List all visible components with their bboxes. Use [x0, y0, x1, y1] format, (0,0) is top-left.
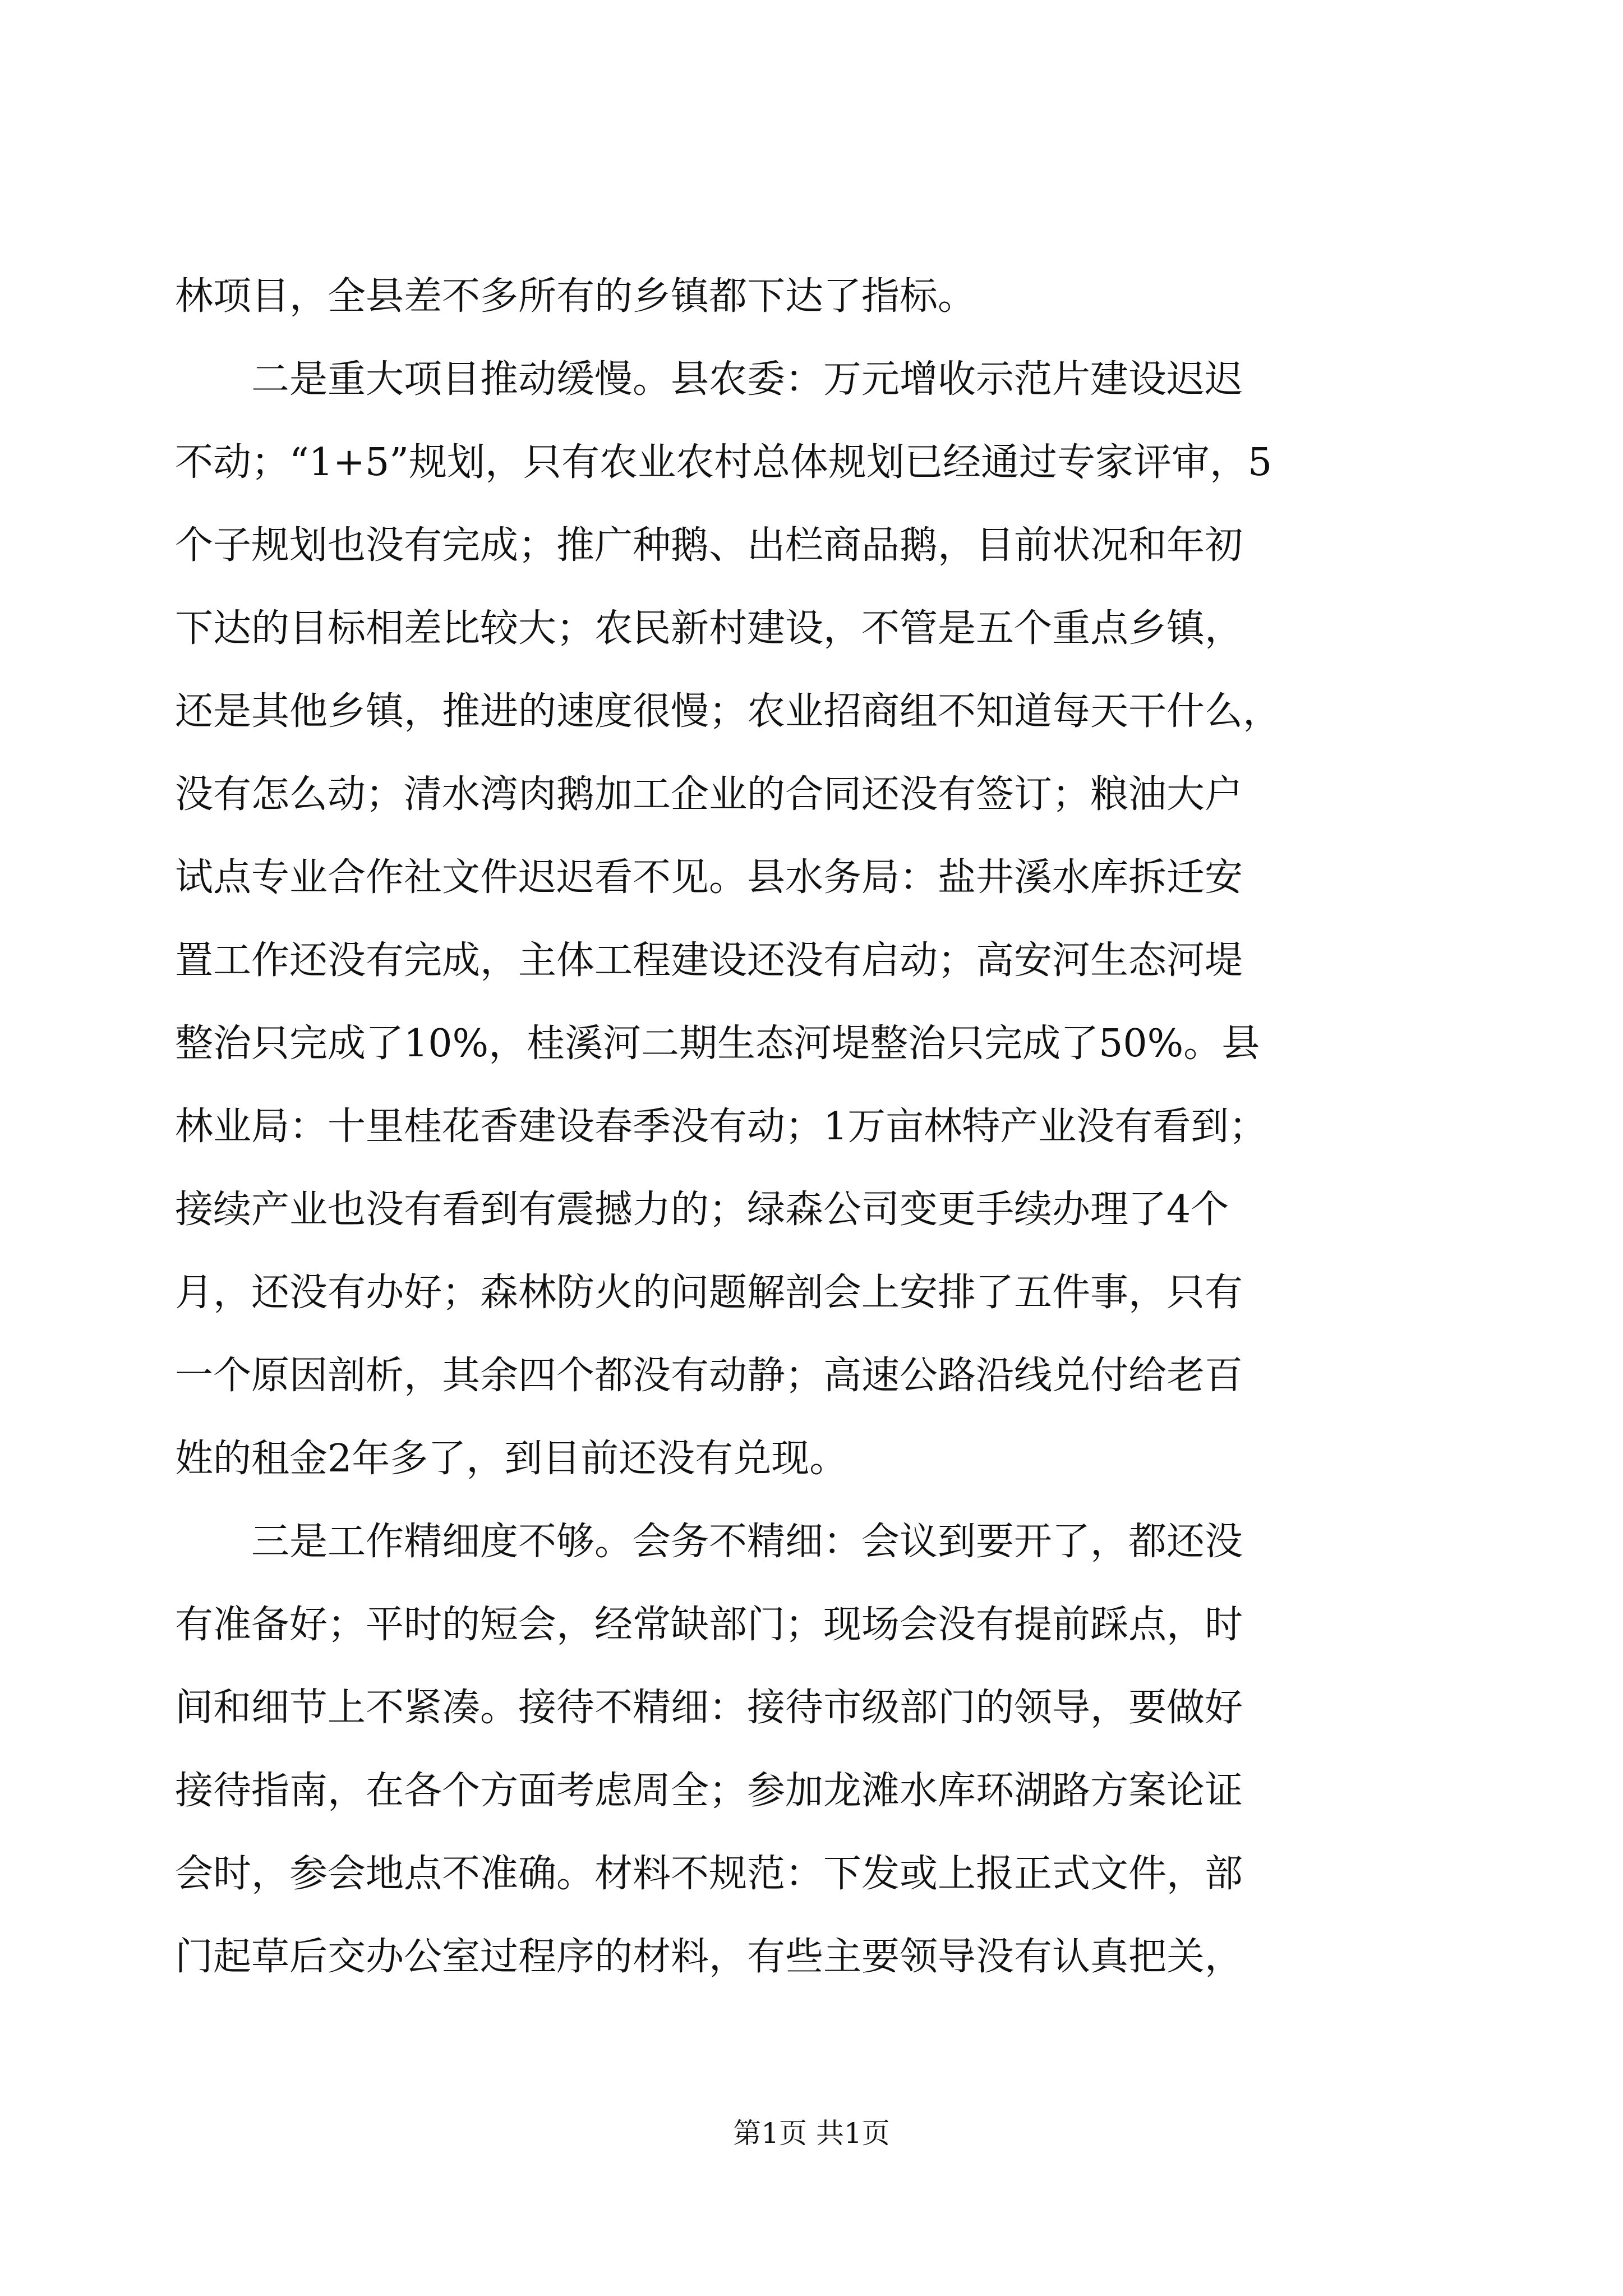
text-line: 林项目，全县差不多所有的乡镇都下达了指标。 [175, 274, 976, 319]
text-line: 一个原因剖析，其余四个都没有动静；高速公路沿线兑付给老百 [175, 1354, 1243, 1398]
text-line: 姓的租金2年多了，到目前还没有兑现。 [175, 1437, 848, 1481]
text-line: 有准备好；平时的短会，经常缺部门；现场会没有提前踩点，时 [175, 1603, 1243, 1647]
page-number-label: 第1页 共1页 [733, 2117, 890, 2150]
page-footer [0, 2114, 1623, 2153]
text-line: 会时，参会地点不准确。材料不规范：下发或上报正式文件，部 [175, 1852, 1243, 1896]
text-line: 不动；“1+5”规划，只有农业农村总体规划已经通过专家评审，5 [175, 440, 1272, 485]
text-line: 接待指南，在各个方面考虑周全；参加龙滩水库环湖路方案论证 [175, 1769, 1243, 1813]
paragraph-start-line: 三是工作精细度不够。会务不精细：会议到要开了，都还没 [251, 1520, 1243, 1564]
text-line: 门起草后交办公室过程序的材料，有些主要领导没有认真把关， [175, 1935, 1243, 1979]
text-line: 个子规划也没有完成；推广种鹅、出栏商品鹅，目前状况和年初 [175, 523, 1243, 568]
text-line: 接续产业也没有看到有震撼力的；绿森公司变更手续办理了4个 [175, 1188, 1229, 1232]
text-line: 下达的目标相差比较大；农民新村建设，不管是五个重点乡镇， [175, 606, 1243, 651]
document-body [175, 255, 1456, 1999]
paragraph-start-line: 二是重大项目推动缓慢。县农委：万元增收示范片建设迟迟 [251, 357, 1243, 402]
text-line: 还是其他乡镇，推进的速度很慢；农业招商组不知道每天干什么， [175, 689, 1281, 734]
text-line: 整治只完成了10%，桂溪河二期生态河堤整治只完成了50%。县 [175, 1022, 1260, 1066]
text-line: 月，还没有办好；森林防火的问题解剖会上安排了五件事，只有 [175, 1271, 1243, 1315]
text-line: 置工作还没有完成，主体工程建设还没有启动；高安河生态河堤 [175, 938, 1243, 983]
text-line: 没有怎么动；清水湾肉鹅加工企业的合同还没有签订；粮油大户 [175, 772, 1243, 817]
text-line: 林业局：十里桂花香建设春季没有动；1万亩林特产业没有看到； [175, 1105, 1267, 1149]
text-line: 试点专业合作社文件迟迟看不见。县水务局：盐井溪水库拆迁安 [175, 855, 1243, 900]
text-line: 间和细节上不紧凑。接待不精细：接待市级部门的领导，要做好 [175, 1686, 1243, 1730]
